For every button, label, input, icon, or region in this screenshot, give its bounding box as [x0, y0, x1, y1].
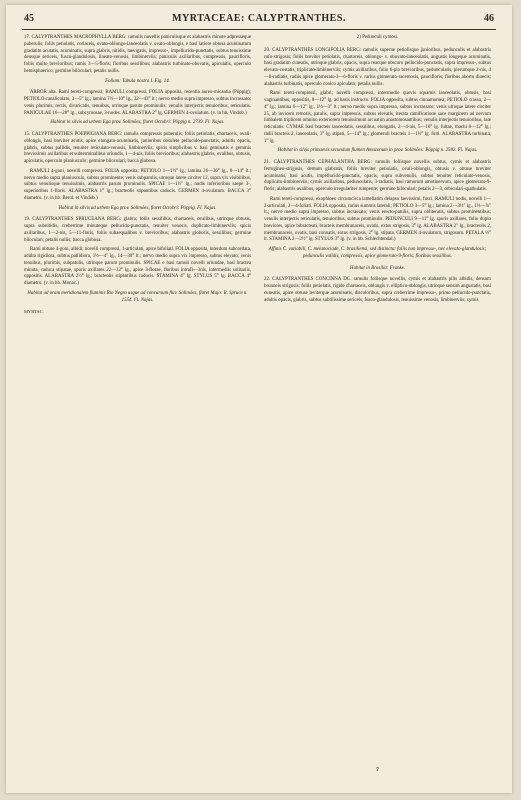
habitat-note: Folium: Tabula nostra I. Fig. 14. — [105, 78, 170, 84]
paragraph: Rami tereti-compressi, glabri; novelli compressi, intermodio quovis squamis lanceolatis, obtusis, basi vaginantibus, oppositis, 8—12‴ lg. ad basis instructo. FOLIA opposita, subtus cinnamomea; PETIOLO crasso, 2—4‴ lg.; lamina 6—12″ lg., 1⅓—3″ lt.; nervo medio supra impresso, subtus incrassato; venis utroque latere circiter 25, ab invicem remotis, patulis, supra impressis, subtus elevatis, iterata ramificatione sace marginem ad nervum limbalem triplicem omnino exteriorem tenuissimum arcuatim anastomosantibus; venulis interjectis tenuioribus, late reticulatis. CYMAE basi bracteis lanceolatis, sessilibus, elongatis, 2—4-nis, 5—10‴ lg. fultae, rhachi 8—12‴ lg.; radii bracteis 2, lanceolatis, 3‴ lg. stipati, 5—14‴ lg.; glomeruli bracteis 1—1½‴ lg. fulti. ALABASTRA turbinata, 1‴ lg. — [264, 91, 491, 144]
book-page — [6, 5, 512, 793]
paragraph: Rami tereti-compressi, exophloeo circumcirca lamellatim delapso laevissimi, fusci, RAMULI nodis, novelli 1—2-articulati, 2—4-foliati. FOLIA opposita, rarius summis laterali; PETIOLO 3—5‴ lg.; lamina 2—3⅓″ lg., 1⅓—⅞″ lt.; nervo medio supra impresso, subtus incrassato; venis erecto-patulis, supra obliteratis, subtus prominentibus; venulis interjectis reticulatis, tenuioribus, subtus prominulis. PEDUNCULI 9—11‴ lg. sporis axillares, folio duplo breviores, apice bibracteati, bracteis membranaceis, ovatis, extus strigosis, 3‴ lg. ALABASTRA 2″ lg., bracteolis 2, membranaceis, ovatis, basi connatis, extus strigosis, 2‴ lg. stipata. GERMEN 4-ovulatum, strigosum. PETALA ⅓‴ lt. STAMINA 2—2½‴ lg. STYLUS 3‴ lg. (v. in hb. Schlechtendal.) — [264, 196, 491, 243]
paragraph: RAMULI 4-goni, novelli compressi. FOLIA opposita; PETIOLO 1—1½‴ lg.; lamina 26—36‴ lg., 8—14‴ lt.; nervo medio supra planiusculo, subtus prominente; venis subpatulis, utroque latere circiter 12, supra vix visibilibus, subtus venulisque tenuissimis, alabastris parum prominulis. SPICAE 1—1½″ lg.; nodis inferioribus saepe 3-, superioribus 1-floris. ALABASTRA 1‴ lg.; bracteolis stipantibus caducis. GERMEN 4-ovulatum. BACCA 3‴ diametro. (v. in hb. Berol. et Vindob.) — [24, 168, 251, 201]
right-column — [264, 35, 491, 307]
species-description: 17. CALYPTRANTHES MACROPHYLLA BERG: ramulis novellis paniculisque et alabastris minute adpresseque puberulis; foliis petiolatis, coriaceis, ovato-oblongo-lanceolatis v. ovato-oblongis, e basi latiore obtusa acuminatum gradatim acutatis, acuminatis, supra glabris, nitidis, laevigatis, impresso-, impellucido-punctatis, subtus tenuissime densque sericeis, fusco-glandulosis, lineato-venosis, limbinerviis; paniculis axillaribus, compressis, paucifloris, foliis multo brevioribus; ramis 3—5-floris; floribus sessilibus; alabastris turbinato-obovatis, apiculatis, operculo hemisphaerico; germine biloculari; petalis nullis. — [24, 35, 251, 74]
habitat-note: Habitat in silvis ad urbem Ega prov. Solimões, floret Octobri: Pöppig. Fl. Najas. — [58, 205, 217, 211]
species-description: 22. CALYPTRANTHES CONCINNA DC. ramulis foliisque novellis, cymis et alabastris pilis albidis, densum brunneis strigosis; foliis petiolatis, rigide chartaceis, oblongis v. elliptico-oblongis, utrinque sensim angustatis, basi cuneatis, apice obtuse leviterque acuminatis, discoloribus, supra creberrime impresso-, primo pellucido-punctatis, adultis opacis, glabris, subtus subtilissime sericeis, fusco-glandulosis, tenuissime venosis, limbinerviis; cymis — [264, 277, 491, 303]
header-rule — [22, 29, 496, 30]
page-number-left: 45 — [24, 13, 34, 24]
habitat-note: Habitat in silvis ad urbem Ega prov. Solimões, floret Octobri: Pöppig n. 2739. Fl. Najas. — [50, 120, 225, 126]
running-title: MYRTACEAE: CALYPTRANTHES. — [172, 13, 346, 24]
page-number-right: 46 — [484, 13, 494, 24]
paragraph: MYRTAC. — [24, 309, 44, 315]
species-description: 21. CALYPTRANTHES CEPHALANTHA BERG: ramulis foliisque novellis subtus, cymis et alabastris ferrugineo-strigosis, demum glabratis; foliis breviter petiolatis, ovali-oblongis, obtusis v. obtuse breviter acuminatis, basi acutis, impellucido-punctatis, opacis, supra subvenulis, subtus tenuiter reticulato-venosis, duplicato-limbinerviis; cymis axillaribus, pedunculatis, 3-radiatis, basi ramorum amotinervum, apice glomerato-9-floris; alabastris ovalibus, operculo irregulariter rumpente; germine biloculari; petalis 2—3, orbiculari-spathulatis. — [264, 160, 491, 192]
habitat-note: Habitat in Brasilia: Franke. — [349, 265, 406, 271]
species-description: 20. CALYPTRANTHES LONGIFOLIA BERG: ramulis superne petiolisque junioribus, pedunculis et alabastris rufo-strigosis; foliis breviter petiolatis, chartaceis, oblongo- v. obovato-lanceolatis, angustis longeque acuminatis, basi gradatim cuneatis, utrinque glabris, opacis, supra reacque obscuro pellucido-punctatis, supra impresso-, subtus elevato-costatis, triplicato-limbinerviis; cymis axillaribus, folio 6-plo brevioribus, pedunculatis, plerumque 2-nis, 4—8-radiatis, radiis apice glomerato-3—6-floris v. rarius glomerato-racemosis, paucifloris; floribus abortu dioecis; alabastris turbinatis, operculo conico apiculato; petalis nullis. — [264, 47, 491, 87]
paragraph: Rami obtuse 4-goni, albidi; novelli compressi, 1-articulati, apice bifoliati. FOLIA opposita, interdum subcordata, adulta rigidiora, subtus pallidiora, 1½—4″ lg., 14—30‴ lt.; nervo medio supra vix impresso, subtus elevato; venis tenuibus, plurimis, subpatulis, utrinque parum prominulis. SPICAE e basi ramuli novelli oriundae, basi bractea minuta, caduca stipatae, sporis axillares 22—32‴ lg., apice 3-florae, floribus intrafl—3nis, intermediis solitariis, oppositis. ALABASTRA 2½‴ lg.; bracteolis stipantibus caducis. STAMINA 4‴ lg. STYLUS 5‴ lg. BACCA 4‴ diametro. (v. in hb. Monac.) — [24, 247, 251, 286]
paragraph: ARBOR alta. Rami tereti-compressi; RAMULI compressi. FOLIA opposita, recentia aureo-micantia (Pöppig); PETIOLO canaliculato, 3—5‴ lg.; lamina 7½—10‴ lg., 32—43‴ lt.; nervo medio supra impresso, subtus incrassato; venis plurimis, rectis, divaricatis, tenuibus, utrinque parum prominulis; venulis interjectis tenuioribus, reticulatis. PANICULAE 16—28‴ lg., subcymosae, 3-nodes. ALABASTRA 2‴ lg. GERMEN 4-ovulatum. (v. in hb. Vindob.) — [24, 90, 251, 116]
left-column — [24, 35, 251, 319]
species-description: 19. CALYPTRANTHES SPRUCEANA BERG: glabra; foliis sessilibus, chartaceis, ovalibus, utrinque obtusis, supra subnitidis, creberrime minuteque pellucido-punctatis, tenuiter venosis, duplicato-limbinerviis; spicis axillaribus, 1—2-nis, 5—11-floris, foliis subaequalibus v. brevioribus; alabastris globosis, sessilibus; germine biloculari; petalis nullis; bacca globosa. — [24, 217, 251, 243]
page-header — [22, 13, 496, 27]
habitat-note: Habitat ad oram meridionalem fluminis Rio Negro usque ad concursum fluv. Solimões, floret Majo: R. Spruce n. 1554. Fl. Najas. — [27, 290, 248, 303]
section-note: 2) Pedunculi cymosi. — [356, 35, 399, 40]
habitat-note: Habitat in silvis primaevis secundum flumen Amazonum in prov. Solimões: Pöppig n. 2582. Fl. Najas. — [277, 148, 478, 154]
signature-mark: 7 — [376, 767, 379, 773]
habitat-note: Affinis C. variabili, C. melanoclade, C. brasiliensi, sed distincta: foliis non impresso-, nec elevato-glandulosis; pedunculis validis, compressis, apice glomerato-9-floris; floribus sessilibus. — [268, 247, 487, 259]
species-description: 15. CALYPTRANTHES POEPPIGIANA BERG: ramulis compressis puberulis; foliis petiolatis, chartaceis, ovali-oblongis, basi breviter acutis, apice elongato-acuminatis, junioribus obsolete pellucido-punctatis, adultis opacis, glabris, subtus pallidis, tenuiter reticulato-venosis, limbinerviis; spicis simplicibus v. basi geminatis e gemmis brevissimis axillaribus et subterminalibus oriundis, 1—4-nis, foliis brevioribus; alabastris glabris, ovalibus, obtusis, apiculatis, operculo planiuscuIo; germine biloculari; bacca globosa. — [24, 132, 251, 164]
